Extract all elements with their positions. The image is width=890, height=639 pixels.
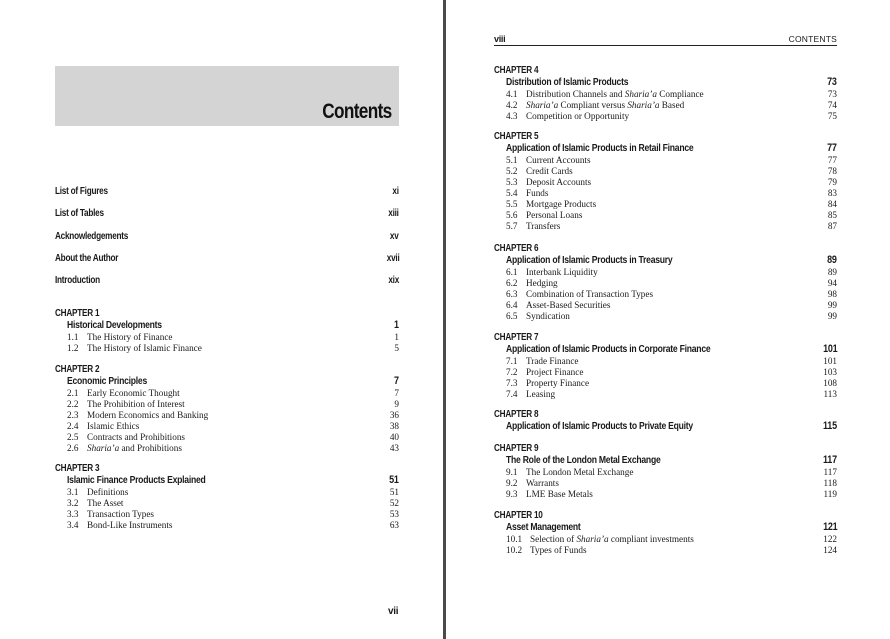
section-number: 5.7 <box>506 220 518 231</box>
section-title: Combination of Transaction Types <box>526 288 654 299</box>
toc-chapter-1 <box>55 308 399 353</box>
section-number: 3.4 <box>67 519 79 530</box>
section-number: 3.3 <box>67 508 79 519</box>
chapter-title: Application of Islamic Products in Retail Finance <box>506 142 694 154</box>
chapter-label: CHAPTER 1 <box>55 308 100 319</box>
toc-section-row[interactable] <box>55 431 399 442</box>
section-title: Warrants <box>526 477 559 488</box>
toc-entry-label: List of Tables <box>55 207 104 219</box>
section-title: The Prohibition of Interest <box>87 398 185 409</box>
toc-section-row[interactable] <box>55 342 399 353</box>
chapter-title-row[interactable] <box>494 454 837 466</box>
section-title-rest: Compliance <box>656 88 704 99</box>
section-page: 83 <box>827 187 837 198</box>
section-page: 75 <box>827 110 837 121</box>
chapter-title-row[interactable] <box>494 343 837 355</box>
toc-section-row[interactable] <box>494 388 837 399</box>
toc-section-row[interactable] <box>55 387 399 398</box>
chapter-title-row[interactable] <box>55 474 399 486</box>
section-number: 7.1 <box>506 355 518 366</box>
toc-section-row[interactable] <box>494 165 837 176</box>
section-title-rest: and Prohibitions <box>119 442 182 453</box>
toc-chapter-7 <box>494 332 837 399</box>
section-title: Hedging <box>526 277 558 288</box>
toc-entry-introduction[interactable] <box>55 273 399 287</box>
section-page: 108 <box>823 377 837 388</box>
chapter-label: CHAPTER 7 <box>494 332 539 343</box>
section-number: 4.1 <box>506 88 518 99</box>
section-page: 89 <box>827 266 837 277</box>
section-page: 79 <box>827 176 837 187</box>
chapter-page: 101 <box>822 343 837 355</box>
section-number: 5.4 <box>506 187 518 198</box>
toc-section-row[interactable] <box>494 355 837 366</box>
toc-section-row[interactable] <box>494 187 837 198</box>
section-number: 7.3 <box>506 377 518 388</box>
toc-entry-page: xiii <box>388 207 399 219</box>
section-title: Personal Loans <box>526 209 583 220</box>
section-number: 2.6 <box>67 442 79 453</box>
contents-title: Contents <box>322 100 392 123</box>
chapter-page: 1 <box>394 319 399 331</box>
section-page: 63 <box>389 519 399 530</box>
chapter-title: Asset Management <box>506 521 581 533</box>
section-title: Modern Economics and Banking <box>87 409 209 420</box>
section-page: 94 <box>827 277 837 288</box>
section-page: 74 <box>827 99 837 110</box>
chapter-label: CHAPTER 2 <box>55 364 100 375</box>
section-number: 2.5 <box>67 431 79 442</box>
toc-section-row[interactable] <box>494 154 837 165</box>
section-number: 7.4 <box>506 388 518 399</box>
section-title: Early Economic Thought <box>87 387 180 398</box>
toc-chapter-6 <box>494 243 837 321</box>
toc-section-row[interactable] <box>55 398 399 409</box>
section-page: 117 <box>823 466 837 477</box>
toc-section-row[interactable] <box>494 377 837 388</box>
toc-entry-acknowledgements[interactable] <box>55 229 399 243</box>
section-page: 118 <box>823 477 837 488</box>
section-title: The History of Finance <box>87 331 173 342</box>
section-page: 113 <box>823 388 837 399</box>
toc-section-row[interactable] <box>55 331 399 342</box>
section-title: Bond-Like Instruments <box>87 519 173 530</box>
section-title: The Asset <box>87 497 124 508</box>
chapter-label: CHAPTER 3 <box>55 463 100 474</box>
toc-section-row[interactable] <box>494 366 837 377</box>
section-title: Transfers <box>526 220 561 231</box>
section-page: 7 <box>394 387 399 398</box>
section-title: Project Finance <box>526 366 584 377</box>
section-page: 53 <box>389 508 399 519</box>
toc-section-row[interactable] <box>494 110 837 121</box>
chapter-title: The Role of the London Metal Exchange <box>506 454 661 466</box>
left-page <box>0 0 444 639</box>
chapter-title: Historical Developments <box>67 319 162 331</box>
section-number: 9.3 <box>506 488 518 499</box>
toc-section-row[interactable] <box>494 310 837 321</box>
section-title: Deposit Accounts <box>526 176 592 187</box>
toc-chapter-4 <box>494 65 837 121</box>
chapter-page: 121 <box>822 521 837 533</box>
toc-section-row[interactable] <box>494 88 837 99</box>
section-title: Transaction Types <box>87 508 154 519</box>
section-page: 9 <box>394 398 399 409</box>
section-page: 1 <box>394 331 399 342</box>
section-number: 2.3 <box>67 409 79 420</box>
section-number: 10.2 <box>506 544 523 555</box>
section-title: Current Accounts <box>526 154 591 165</box>
section-title: Funds <box>526 187 549 198</box>
section-title <box>530 534 823 544</box>
section-page: 52 <box>389 497 399 508</box>
section-title-rest: compliant investments <box>608 533 694 544</box>
toc-chapter-3 <box>55 463 399 530</box>
italic-term: Sharia’a <box>526 99 559 110</box>
toc-entry-list-of-tables[interactable] <box>55 206 399 220</box>
section-number: 6.4 <box>506 299 518 310</box>
toc-chapter-8 <box>494 409 837 432</box>
section-number: 3.2 <box>67 497 79 508</box>
section-page: 73 <box>827 88 837 99</box>
toc-section-row[interactable] <box>494 198 837 209</box>
toc-section-row[interactable] <box>494 266 837 277</box>
section-page: 99 <box>827 299 837 310</box>
italic-term: Sharia’a <box>87 442 120 453</box>
chapter-title-row[interactable] <box>494 254 837 266</box>
section-title: Interbank Liquidity <box>526 266 598 277</box>
section-page: 85 <box>827 209 837 220</box>
section-page: 38 <box>389 420 399 431</box>
section-number: 1.2 <box>67 342 79 353</box>
section-title: Competition or Opportunity <box>526 110 630 121</box>
section-page: 87 <box>827 220 837 231</box>
chapter-page: 77 <box>827 142 837 154</box>
section-page: 122 <box>823 533 837 544</box>
section-number: 3.1 <box>67 486 79 497</box>
section-title: Definitions <box>87 486 129 497</box>
section-number: 6.1 <box>506 266 518 277</box>
toc-section-row[interactable] <box>494 544 837 555</box>
section-title: Islamic Ethics <box>87 420 140 431</box>
section-number: 5.5 <box>506 198 518 209</box>
section-number: 6.2 <box>506 277 518 288</box>
section-number: 5.6 <box>506 209 518 220</box>
section-page: 124 <box>823 544 837 555</box>
chapter-title: Application of Islamic Products in Treasury <box>506 254 673 266</box>
chapter-title: Distribution of Islamic Products <box>506 76 629 88</box>
chapter-page: 7 <box>394 375 399 387</box>
toc-section-row[interactable] <box>494 220 837 231</box>
italic-term: Sharia’a <box>576 533 609 544</box>
chapter-title-row[interactable] <box>494 76 837 88</box>
section-number: 5.2 <box>506 165 518 176</box>
toc-section-row[interactable] <box>494 277 837 288</box>
section-title: Asset-Based Securities <box>526 299 611 310</box>
section-page: 103 <box>823 366 837 377</box>
section-title: LME Base Metals <box>526 488 593 499</box>
toc-entry-page: xv <box>390 230 399 242</box>
section-title: Syndication <box>526 310 570 321</box>
chapter-title-row[interactable] <box>494 142 837 154</box>
section-page: 84 <box>827 198 837 209</box>
chapter-title: Islamic Finance Products Explained <box>67 474 206 486</box>
section-number: 5.1 <box>506 154 518 165</box>
section-page: 78 <box>827 165 837 176</box>
section-number: 6.5 <box>506 310 518 321</box>
section-title <box>87 443 390 453</box>
chapter-label: CHAPTER 9 <box>494 443 539 454</box>
chapter-page: 89 <box>827 254 837 266</box>
section-title <box>526 100 828 110</box>
section-title: Property Finance <box>526 377 590 388</box>
chapter-title-row[interactable] <box>494 420 837 432</box>
section-title-pre: Distribution Channels and <box>526 88 625 99</box>
italic-term: Sharia’a <box>624 88 657 99</box>
toc-entry-page: xvii <box>386 252 399 264</box>
running-head: CONTENTS <box>788 34 837 44</box>
italic-term: Sharia’a <box>627 99 660 110</box>
chapter-page: 51 <box>389 474 399 486</box>
contents-title-banner <box>55 66 399 126</box>
header-rule <box>494 45 837 46</box>
section-number: 6.3 <box>506 288 518 299</box>
section-title: Credit Cards <box>526 165 573 176</box>
toc-section-row[interactable] <box>494 477 837 488</box>
section-title-rest: Based <box>659 99 685 110</box>
section-number: 7.2 <box>506 366 518 377</box>
section-page: 99 <box>827 310 837 321</box>
section-title-pre: Selection of <box>530 533 577 544</box>
section-title: The History of Islamic Finance <box>87 342 202 353</box>
page-number-left: vii <box>388 606 399 617</box>
section-page: 36 <box>389 409 399 420</box>
section-title: Leasing <box>526 388 556 399</box>
chapter-page: 73 <box>827 76 837 88</box>
section-number: 5.3 <box>506 176 518 187</box>
section-page: 98 <box>827 288 837 299</box>
toc-section-row[interactable] <box>494 209 837 220</box>
section-number: 4.2 <box>506 99 518 110</box>
toc-chapter-10 <box>494 510 837 555</box>
section-number: 9.2 <box>506 477 518 488</box>
toc-section-row[interactable] <box>55 486 399 497</box>
chapter-title-row[interactable] <box>494 521 837 533</box>
chapter-page: 117 <box>823 454 837 466</box>
page-number-right: viii <box>494 34 506 44</box>
toc-entry-label: Acknowledgements <box>55 230 129 242</box>
toc-section-row[interactable] <box>494 533 837 544</box>
toc-entry-label: Introduction <box>55 274 100 286</box>
chapter-label: CHAPTER 5 <box>494 131 539 142</box>
chapter-label: CHAPTER 10 <box>494 510 543 521</box>
toc-section-row[interactable] <box>55 497 399 508</box>
chapter-label: CHAPTER 6 <box>494 243 539 254</box>
toc-section-row[interactable] <box>494 299 837 310</box>
toc-entry-label: About the Author <box>55 252 119 264</box>
toc-section-row[interactable] <box>494 466 837 477</box>
toc-section-row[interactable] <box>55 409 399 420</box>
section-title: Trade Finance <box>526 355 579 366</box>
section-title: Types of Funds <box>530 544 587 555</box>
section-number: 2.4 <box>67 420 79 431</box>
section-number: 10.1 <box>506 533 523 544</box>
chapter-title: Application of Islamic Products to Private Equity <box>506 420 693 432</box>
toc-section-row[interactable] <box>494 488 837 499</box>
section-number: 2.2 <box>67 398 79 409</box>
section-number: 9.1 <box>506 466 518 477</box>
toc-entry-page: xi <box>392 185 399 197</box>
section-number: 2.1 <box>67 387 79 398</box>
chapter-title-row[interactable] <box>55 319 399 331</box>
toc-entry-list-of-figures[interactable] <box>55 184 399 198</box>
chapter-label: CHAPTER 4 <box>494 65 539 76</box>
toc-entry-page: xix <box>388 274 399 286</box>
toc-entry-label: List of Figures <box>55 185 108 197</box>
section-title-mid: Compliant versus <box>558 99 628 110</box>
section-page: 51 <box>389 486 399 497</box>
toc-section-row[interactable] <box>494 99 837 110</box>
toc-section-row[interactable] <box>55 519 399 530</box>
section-page: 77 <box>827 154 837 165</box>
chapter-title: Application of Islamic Products in Corporate Finance <box>506 343 711 355</box>
section-page: 101 <box>823 355 837 366</box>
section-number: 1.1 <box>67 331 79 342</box>
section-title: Contracts and Prohibitions <box>87 431 185 442</box>
section-title <box>526 89 828 99</box>
section-page: 119 <box>823 488 837 499</box>
chapter-title: Economic Principles <box>67 375 148 387</box>
toc-chapter-5 <box>494 131 837 231</box>
chapter-label: CHAPTER 8 <box>494 409 539 420</box>
chapter-title-row[interactable] <box>55 375 399 387</box>
section-page: 40 <box>389 431 399 442</box>
section-page: 43 <box>389 442 399 453</box>
toc-section-row[interactable] <box>494 176 837 187</box>
section-title: The London Metal Exchange <box>526 466 634 477</box>
toc-entry-about-the-author[interactable] <box>55 251 399 265</box>
toc-section-row[interactable] <box>55 420 399 431</box>
section-number: 4.3 <box>506 110 518 121</box>
section-title: Mortgage Products <box>526 198 597 209</box>
section-page: 5 <box>394 342 399 353</box>
toc-section-row[interactable] <box>494 288 837 299</box>
toc-section-row[interactable] <box>55 442 399 453</box>
chapter-page: 115 <box>823 420 837 432</box>
toc-section-row[interactable] <box>55 508 399 519</box>
toc-chapter-2 <box>55 364 399 453</box>
toc-chapter-9 <box>494 443 837 499</box>
